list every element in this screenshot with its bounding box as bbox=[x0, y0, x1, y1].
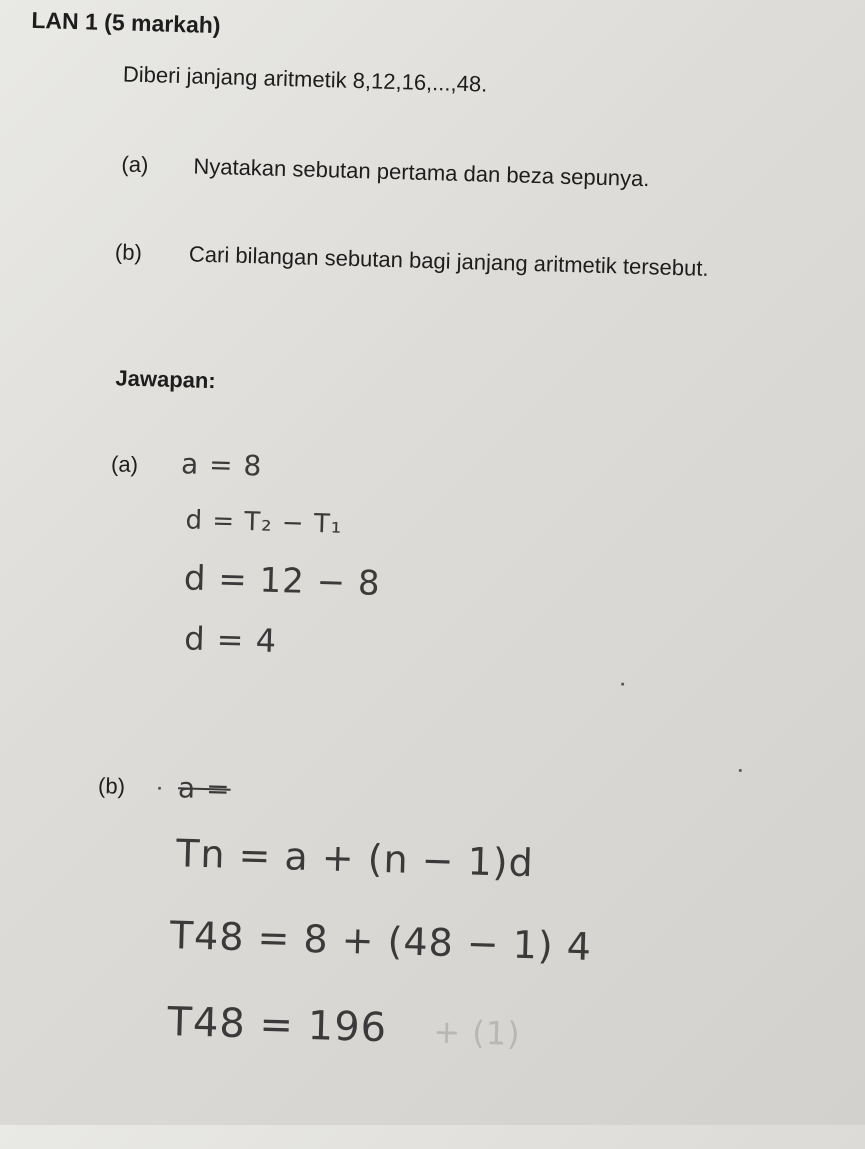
answer-b-line-2: T48 = 8 + (48 − 1) 4 bbox=[169, 913, 593, 969]
pen-dot bbox=[158, 787, 161, 790]
answer-heading: Jawapan: bbox=[115, 365, 217, 394]
answer-b-line-1: Tn = a + (n − 1)d bbox=[175, 831, 535, 886]
answer-a-line-3: d = 12 − 8 bbox=[183, 558, 382, 604]
answer-b-crossed: a = bbox=[177, 771, 232, 806]
answer-b-line-3: T48 = 196 bbox=[166, 999, 388, 1052]
question-stem: Diberi janjang aritmetik 8,12,16,...,48. bbox=[122, 61, 488, 97]
answer-a-line-1: a = 8 bbox=[180, 447, 263, 483]
part-b-label: (b) bbox=[114, 239, 143, 266]
answer-a-label: (a) bbox=[110, 451, 139, 478]
question-heading: LAN 1 (5 markah) bbox=[31, 6, 221, 39]
pen-dot bbox=[621, 683, 624, 686]
answer-a-line-2: d = T₂ − T₁ bbox=[185, 505, 343, 540]
part-a-label: (a) bbox=[121, 151, 149, 178]
answer-b-faint-marks: + (1) bbox=[432, 1012, 522, 1053]
pen-dot bbox=[739, 769, 742, 772]
answer-b-label: (b) bbox=[97, 773, 126, 799]
part-a-text: Nyatakan sebutan pertama dan beza sepunya. bbox=[193, 153, 650, 192]
part-b-text: Cari bilangan sebutan bagi janjang aritmetik tersebut. bbox=[188, 241, 709, 281]
answer-a-line-4: d = 4 bbox=[183, 619, 278, 660]
